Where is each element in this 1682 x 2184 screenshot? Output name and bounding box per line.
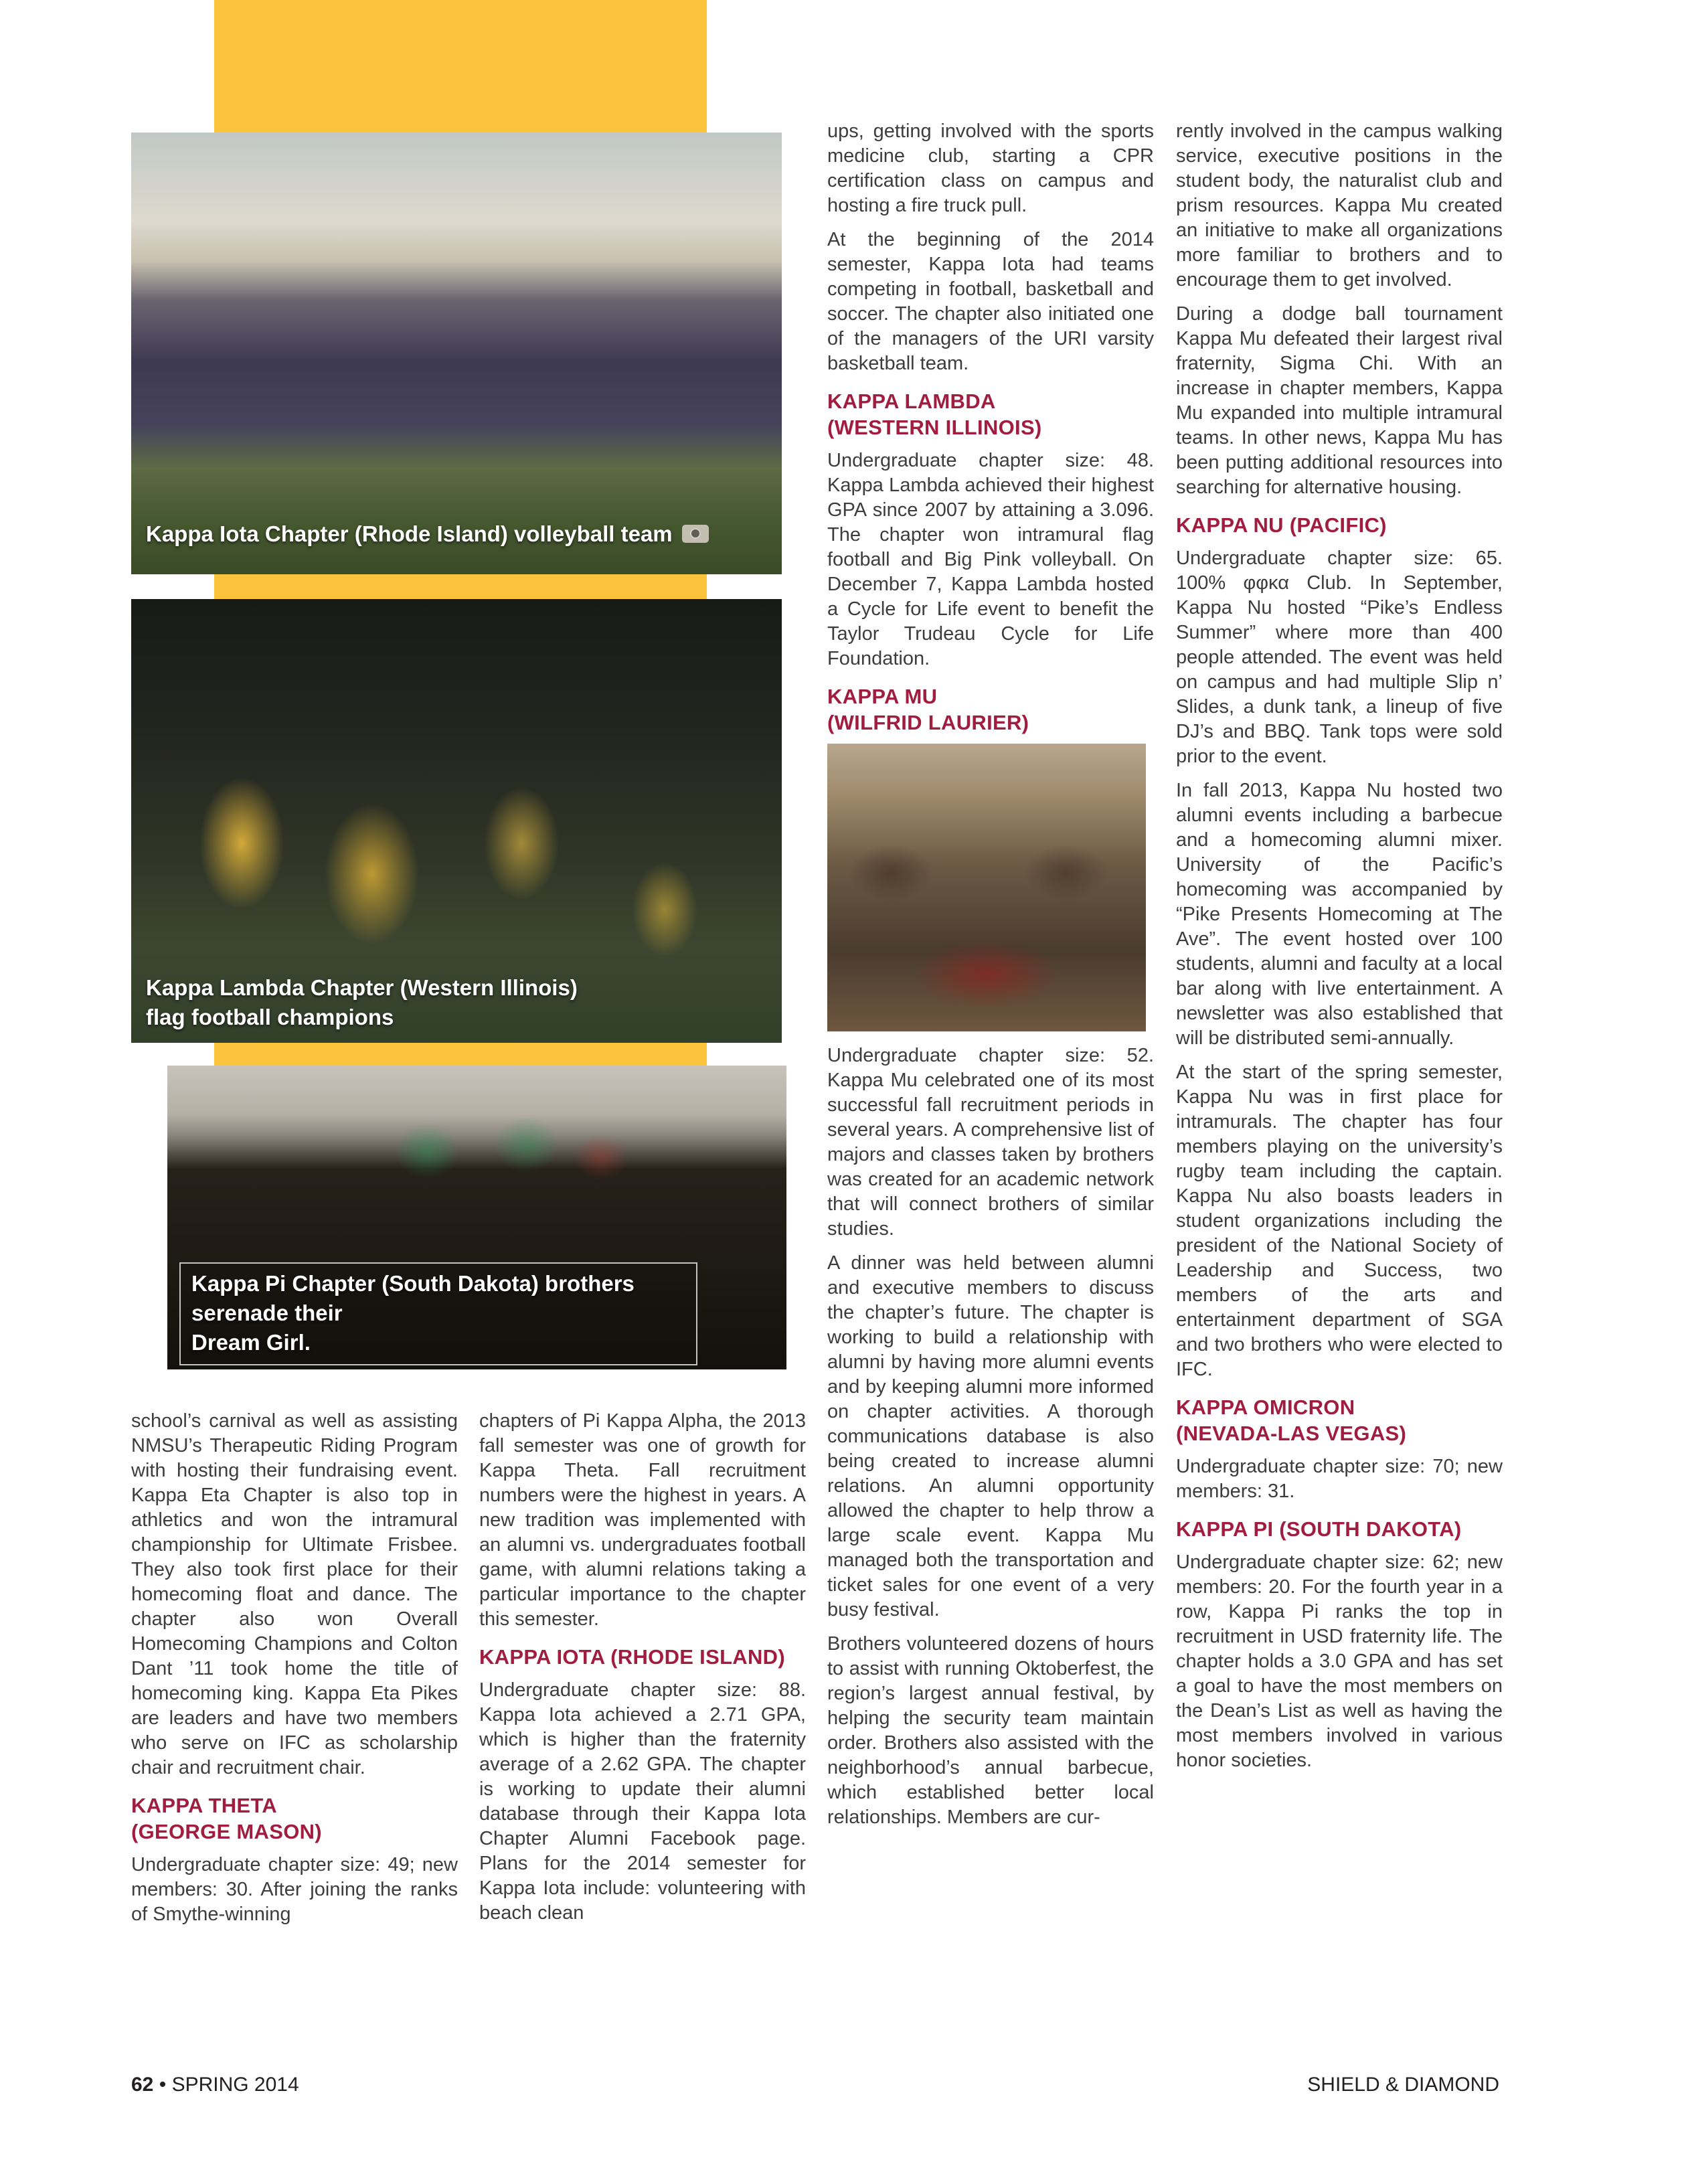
paragraph: ups, getting involved with the sports medicine club, starting a CPR certification class on campus and hosting a fire truck pull. <box>827 120 1154 216</box>
heading-line: KAPPA OMICRON <box>1176 1396 1355 1419</box>
heading-line: KAPPA MU <box>827 685 938 708</box>
camera-icon <box>682 525 709 543</box>
page-number: 62 <box>131 2074 154 2096</box>
paragraph: Undergraduate chapter size: 48. Kappa Lambda achieved their highest GPA since 2007 by attaining a 3.096. The chapter won intramural flag football and Big Pink volleyball. On December 7, Kappa Lambda hosted a Cycle for Life event to benefit the Taylor Trudeau Cycle for Life Foundation. <box>827 450 1154 669</box>
caption-line: flag football champions <box>146 1005 394 1029</box>
photo-caption-volleyball <box>146 519 709 549</box>
footer-magazine-title: SHIELD & DIAMOND <box>1307 2074 1499 2096</box>
photo-kappa-iota-volleyball <box>131 133 782 574</box>
photo-kappa-lambda-flag-football <box>131 599 782 1043</box>
paragraph: Brothers volunteered dozens of hours to assist with running Oktoberfest, the region’s largest annual festival, by helping the security team maintain order. Brothers also assisted with the neighborhood’s annual barbecue, which established better local relationships. Members are cur- <box>827 1633 1154 1828</box>
paragraph: Undergraduate chapter size: 65. 100% φφκα Club. In September, Kappa Nu hosted “Pike’s Endless Summer” where more than 400 people attended. The event was held on campus and had multiple Slip n’ Slides, a dunk tank, a lineup of five DJ’s and BBQ. Tank tops were sold prior to the event. <box>1176 548 1503 767</box>
paragraph: chapters of Pi Kappa Alpha, the 2013 fall semester was one of growth for Kappa Theta. Fall recruitment numbers were the highest in years. A new tradition was implemented with an alumni vs. undergraduates football game, with alumni relations taking a particular importance to the chapter this semester. <box>479 1410 806 1630</box>
photo-caption-flag-football <box>146 973 748 1032</box>
heading-line: KAPPA PI (SOUTH DAKOTA) <box>1176 1517 1462 1541</box>
camera-lens-icon <box>690 528 701 539</box>
heading-kappa-omicron <box>1176 1394 1503 1446</box>
heading-line: (GEORGE MASON) <box>131 1820 322 1843</box>
photo-kappa-pi-serenade <box>167 1066 786 1369</box>
paragraph: Undergraduate chapter size: 70; new members: 31. <box>1176 1456 1503 1502</box>
text-column-2 <box>479 1409 806 1935</box>
paragraph: A dinner was held between alumni and executive members to discuss the chapter’s future. The chapter is working to build a relationship with alumni by having more alumni events and by keeping alumni more informed on chapter activities. A thorough communications database is also being created to increase alumni relations. An alumni opportunity allowed the chapter to help throw a large scale event. Kappa Mu managed both the transportation and ticket sales for one event of a very busy festival. <box>827 1252 1154 1620</box>
paragraph: During a dodge ball tournament Kappa Mu defeated their largest rival fraternity, Sigma Chi. With an increase in chapter members, Kappa Mu expanded into multiple intramural teams. In other news, Kappa Mu has been putting additional resources into searching for alternative housing. <box>1176 303 1503 498</box>
heading-line: KAPPA NU (PACIFIC) <box>1176 513 1387 537</box>
photo-caption-serenade <box>179 1262 697 1365</box>
text-column-3 <box>827 119 1154 1839</box>
photo-kappa-mu-group <box>827 744 1146 1031</box>
footer-issue: SPRING 2014 <box>171 2074 299 2096</box>
text-column-1 <box>131 1409 458 1936</box>
text-column-4 <box>1176 119 1503 1782</box>
heading-kappa-mu <box>827 683 1154 736</box>
heading-kappa-theta <box>131 1792 458 1845</box>
heading-line: (WESTERN ILLINOIS) <box>827 416 1042 439</box>
heading-line: (WILFRID LAURIER) <box>827 711 1029 734</box>
paragraph: Undergraduate chapter size: 62; new members: 20. For the fourth year in a row, Kappa Pi ranks the top in recruitment in USD fraternity life. The chapter holds a 3.0 GPA and has set a goal to have the most members on the Dean’s List as well as having the most members involved in various honor societies. <box>1176 1551 1503 1771</box>
heading-line: KAPPA IOTA (RHODE ISLAND) <box>479 1645 785 1669</box>
paragraph: rently involved in the campus walking service, executive positions in the student body, the naturalist club and prism resources. Kappa Mu created an initiative to make all organizations more familiar to brothers and to encourage them to get involved. <box>1176 120 1503 290</box>
heading-kappa-nu <box>1176 512 1503 538</box>
page-footer <box>131 2074 1499 2096</box>
heading-line: KAPPA LAMBDA <box>827 390 996 413</box>
heading-line: KAPPA THETA <box>131 1794 277 1817</box>
paragraph: Undergraduate chapter size: 52. Kappa Mu celebrated one of its most successful fall recruitment periods in several years. A comprehensive list of majors and classes taken by brothers was created for an academic network that will connect brothers of similar studies. <box>827 1045 1154 1240</box>
footer-separator: • <box>159 2074 167 2096</box>
paragraph: At the start of the spring semester, Kappa Nu was in first place for intramurals. The chapter has four members playing on the university’s rugby team including the captain. Kappa Nu also boasts leaders in student organizations including the president of the National Society of Leadership and Success, two members of the arts and entertainment department of SGA and two brothers who were elected to IFC. <box>1176 1062 1503 1380</box>
caption-line: Dream Girl. <box>191 1330 311 1355</box>
caption-line: Kappa Lambda Chapter (Western Illinois) <box>146 975 578 1000</box>
paragraph: school’s carnival as well as assisting NMSU’s Therapeutic Riding Program with hosting their fundraising event. Kappa Eta Chapter is also top in athletics and won the intramural championship for Ultimate Frisbee. They also took first place for their homecoming float and dance. The chapter also won Overall Homecoming Champions and Colton Dant ’11 took home the title of homecoming king. Kappa Eta Pikes are leaders and have two members who serve on IFC as scholarship chair and recruitment chair. <box>131 1410 458 1778</box>
heading-line: (NEVADA-LAS VEGAS) <box>1176 1422 1407 1445</box>
paragraph: Undergraduate chapter size: 88. Kappa Iota achieved a 2.71 GPA, which is higher than the fraternity average of a 2.62 GPA. The chapter is working to update their alumni database through their Kappa Iota Chapter Alumni Facebook page. Plans for the 2014 semester for Kappa Iota include: volunteering with beach clean <box>479 1679 806 1924</box>
heading-kappa-iota <box>479 1644 806 1670</box>
caption-line: Kappa Pi Chapter (South Dakota) brothers serenade their <box>191 1271 635 1325</box>
heading-kappa-lambda <box>827 388 1154 440</box>
photo-caption-volleyball-text: Kappa Iota Chapter (Rhode Island) volleyball team <box>146 521 673 546</box>
paragraph: In fall 2013, Kappa Nu hosted two alumni events including a barbecue and a homecoming alumni mixer. University of the Pacific’s homecoming was accompanied by “Pike Presents Homecoming at The Ave”. The event hosted over 100 students, alumni and faculty at a local bar along with live entertainment. A newsletter was also established that will be distributed semi-annually. <box>1176 780 1503 1049</box>
heading-kappa-pi <box>1176 1516 1503 1542</box>
paragraph: At the beginning of the 2014 semester, Kappa Iota had teams competing in football, basketball and soccer. The chapter also initiated one of the managers of the URI varsity basketball team. <box>827 229 1154 374</box>
paragraph: Undergraduate chapter size: 49; new members: 30. After joining the ranks of Smythe-winning <box>131 1854 458 1925</box>
footer-left <box>131 2074 299 2096</box>
